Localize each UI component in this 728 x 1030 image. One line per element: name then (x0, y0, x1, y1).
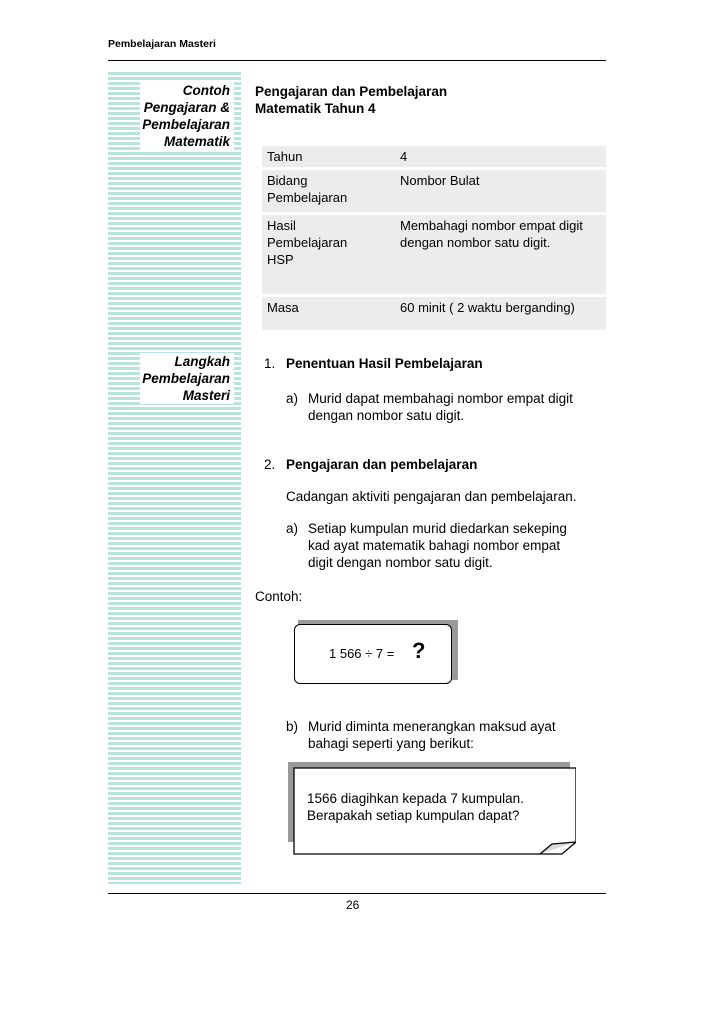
page-title (255, 83, 447, 117)
equation-text: 1 566 ÷ 7 = (329, 646, 395, 661)
info-value-line: 60 minit ( 2 waktu berganding) (400, 300, 575, 315)
info-key (262, 297, 392, 330)
info-key-line: Pembelajaran (267, 190, 348, 205)
info-value (392, 297, 606, 330)
info-key (262, 215, 392, 294)
info-key (262, 170, 392, 212)
item-line: dengan nombor satu digit. (308, 408, 465, 423)
info-row-masa (262, 297, 606, 330)
section-1-heading (264, 355, 483, 372)
sidebar-stripes (108, 72, 241, 884)
title-line: Pengajaran dan Pembelajaran (255, 84, 448, 99)
info-key-line: HSP (267, 252, 294, 267)
section-2-heading (264, 456, 477, 473)
title-line: Matematik Tahun 4 (255, 101, 376, 116)
info-value-line: dengan nombor satu digit. (400, 235, 551, 250)
info-key-line: Pembelajaran (267, 235, 348, 250)
sidebar-label-line: Contoh (182, 83, 230, 98)
section-2-item-b (286, 718, 556, 752)
header-rule (108, 60, 606, 61)
info-value-line: Membahagi nombor empat digit (400, 218, 583, 233)
note-text (307, 790, 524, 824)
sidebar-label-line: Pembelajaran (142, 117, 230, 132)
example-label: Contoh: (255, 589, 303, 604)
sidebar-label-line: Pengajaran & (143, 100, 230, 115)
info-value (392, 170, 606, 212)
info-row-bidang (262, 170, 606, 212)
item-line: digit dengan nombor satu digit. (308, 555, 493, 570)
section-title: Penentuan Hasil Pembelajaran (286, 356, 483, 371)
sidebar-label-contoh (140, 82, 234, 150)
note-line: Berapakah setiap kumpulan dapat? (307, 808, 520, 823)
info-value (392, 146, 606, 167)
item-label: a) (286, 391, 299, 406)
sidebar-label-line: Pembelajaran (142, 371, 230, 386)
info-row-hasil (262, 215, 606, 294)
item-label: b) (286, 719, 299, 734)
sidebar-label-line: Langkah (174, 354, 230, 369)
sidebar-label-langkah (140, 353, 234, 404)
info-value-line: Nombor Bulat (400, 173, 480, 188)
sidebar-label-line: Masteri (182, 388, 230, 403)
section-2-intro: Cadangan aktiviti pengajaran dan pembelajaran. (286, 489, 577, 504)
info-key-line: Bidang (267, 173, 308, 188)
section-number: 2. (264, 457, 276, 472)
info-row-tahun (262, 146, 606, 167)
section-2-item-a (286, 520, 567, 571)
sidebar-label-line: Matematik (163, 134, 230, 149)
note-line: 1566 diagihkan kepada 7 kumpulan. (307, 791, 524, 806)
section-title: Pengajaran dan pembelajaran (286, 457, 478, 472)
item-line: Murid diminta menerangkan maksud ayat (308, 719, 556, 734)
page-number: 26 (346, 898, 360, 912)
item-line: Murid dapat membahagi nombor empat digit (308, 391, 573, 406)
info-value-line: 4 (400, 149, 408, 164)
section-1-item-a (286, 390, 573, 424)
footer-rule (108, 893, 606, 894)
item-line: bahagi seperti yang berikut: (308, 736, 474, 751)
running-header: Pembelajaran Masteri (108, 38, 216, 50)
info-value (392, 215, 606, 294)
info-key-line: Tahun (267, 149, 303, 164)
info-key (262, 146, 392, 167)
section-number: 1. (264, 356, 276, 371)
unknown-mark: ? (412, 638, 426, 663)
info-key-line: Masa (267, 300, 299, 315)
item-line: kad ayat matematik bahagi nombor empat (308, 538, 561, 553)
info-key-line: Hasil (267, 218, 296, 233)
info-table (262, 146, 606, 333)
item-label: a) (286, 521, 299, 536)
item-line: Setiap kumpulan murid diedarkan sekeping (308, 521, 567, 536)
